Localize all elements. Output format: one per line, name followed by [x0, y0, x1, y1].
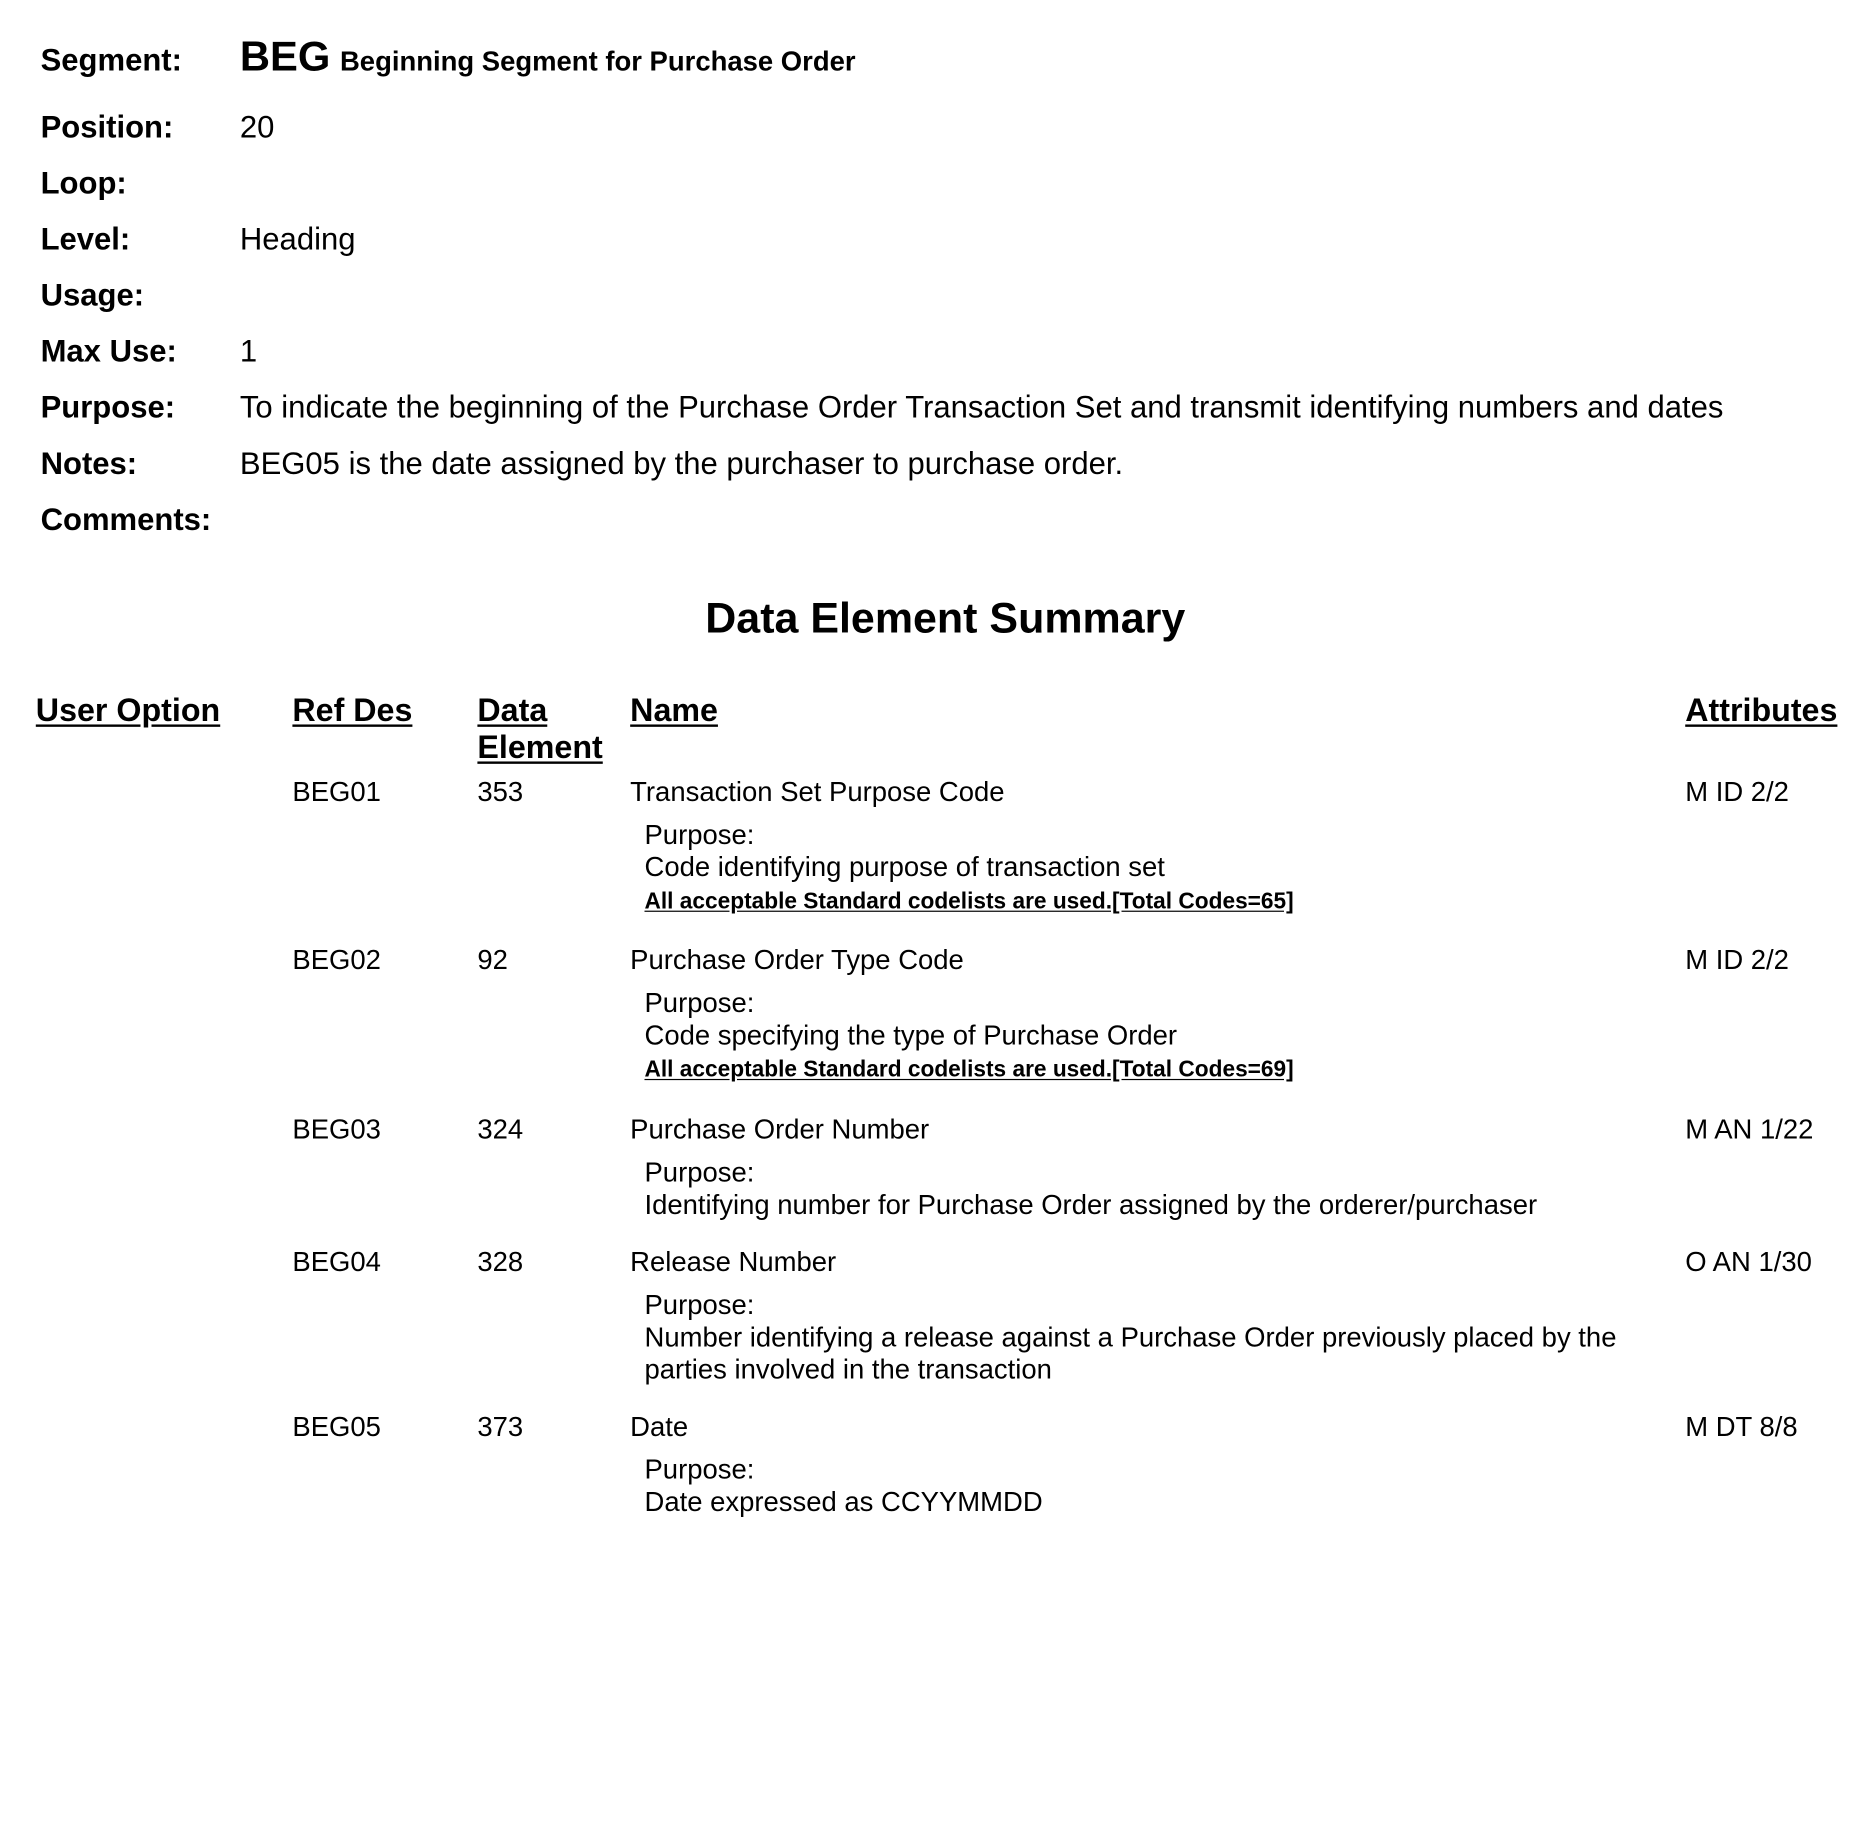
- element-purpose: [644, 1454, 1670, 1518]
- position-row: [41, 105, 1831, 148]
- position-value: 20: [239, 108, 275, 145]
- position-label: Position:: [40, 108, 174, 145]
- element-ref: BEG01: [292, 775, 381, 807]
- element-purpose-text: Date expressed as CCYYMMDD: [644, 1485, 1043, 1517]
- max-use-value: 1: [239, 332, 258, 369]
- comments-label: Comments:: [40, 501, 212, 538]
- purpose-value: To indicate the beginning of the Purchase Order Transaction Set and transmit identifying numbers and dates: [239, 389, 1724, 425]
- element-number: 324: [477, 1113, 524, 1145]
- header-ref-des: Ref Des: [292, 692, 413, 729]
- header-data-element-line2: Element: [477, 729, 603, 766]
- summary-title: Data Element Summary: [705, 593, 1186, 643]
- loop-label: Loop:: [40, 164, 127, 201]
- element-purpose-text: Code specifying the type of Purchase Order: [644, 1019, 1178, 1051]
- element-purpose-text: Identifying number for Purchase Order assigned by the orderer/purchaser: [644, 1188, 1538, 1220]
- segment-code: BEG: [239, 33, 331, 80]
- codelist-link[interactable]: All acceptable Standard codelists are used.[Total Codes=69]: [644, 1057, 1294, 1083]
- loop-row: [41, 161, 1831, 204]
- element-number: 373: [477, 1410, 524, 1442]
- usage-label: Usage:: [40, 276, 145, 313]
- segment-label: Segment:: [40, 41, 182, 78]
- codelist-link[interactable]: All acceptable Standard codelists are used.[Total Codes=65]: [644, 889, 1294, 915]
- element-ref: BEG03: [292, 1113, 381, 1145]
- purpose-row: [41, 386, 1831, 429]
- header-attributes: Attributes: [1685, 692, 1838, 729]
- element-attributes: O AN 1/30: [1685, 1246, 1812, 1278]
- element-purpose-text: Code identifying purpose of transaction set: [644, 850, 1165, 882]
- element-purpose-label: Purpose:: [644, 818, 755, 850]
- element-purpose: [644, 987, 1670, 1085]
- element-purpose-label: Purpose:: [644, 1453, 755, 1485]
- element-purpose-text: Number identifying a release against a Purchase Order previously placed by the parties involved in the transaction: [644, 1321, 1617, 1385]
- element-purpose-label: Purpose:: [644, 1288, 755, 1321]
- level-value: Heading: [239, 220, 356, 257]
- segment-name: Beginning Segment for Purchase Order: [339, 45, 856, 77]
- notes-row: [41, 442, 1831, 485]
- element-ref: BEG02: [292, 944, 381, 976]
- element-attributes: M DT 8/8: [1685, 1410, 1798, 1442]
- element-attributes: M ID 2/2: [1685, 775, 1789, 807]
- element-number: 353: [477, 775, 524, 807]
- purpose-label: Purpose:: [40, 389, 176, 425]
- element-purpose: [644, 819, 1670, 917]
- element-attributes: M AN 1/22: [1685, 1113, 1814, 1145]
- element-name: Purchase Order Number: [630, 1113, 930, 1145]
- comments-row: [41, 498, 1831, 541]
- usage-row: [41, 273, 1831, 316]
- element-purpose-label: Purpose:: [644, 1156, 755, 1188]
- max-use-label: Max Use:: [40, 332, 177, 369]
- element-purpose: [644, 1289, 1670, 1386]
- element-name: Release Number: [630, 1246, 837, 1278]
- element-name: Transaction Set Purpose Code: [630, 775, 1005, 807]
- header-user-option: User Option: [35, 692, 221, 729]
- segment-value: [240, 33, 856, 82]
- element-number: 328: [477, 1246, 524, 1278]
- element-attributes: M ID 2/2: [1685, 944, 1789, 976]
- element-purpose: [644, 1157, 1670, 1221]
- header-data-element: [477, 692, 602, 766]
- level-row: [41, 217, 1831, 260]
- notes-value: BEG05 is the date assigned by the purchaser to purchase order.: [239, 445, 1124, 481]
- element-number: 92: [477, 944, 508, 976]
- header-data-element-line1: Data: [477, 692, 548, 729]
- element-name: Date: [630, 1410, 689, 1442]
- element-ref: BEG04: [292, 1246, 381, 1278]
- notes-label: Notes:: [40, 445, 138, 481]
- element-name: Purchase Order Type Code: [630, 944, 964, 976]
- level-label: Level:: [40, 220, 131, 257]
- segment-row: [40, 33, 1831, 81]
- element-ref: BEG05: [292, 1410, 381, 1442]
- header-name: Name: [630, 692, 718, 729]
- element-purpose-label: Purpose:: [644, 987, 755, 1019]
- max-use-row: [41, 329, 1831, 372]
